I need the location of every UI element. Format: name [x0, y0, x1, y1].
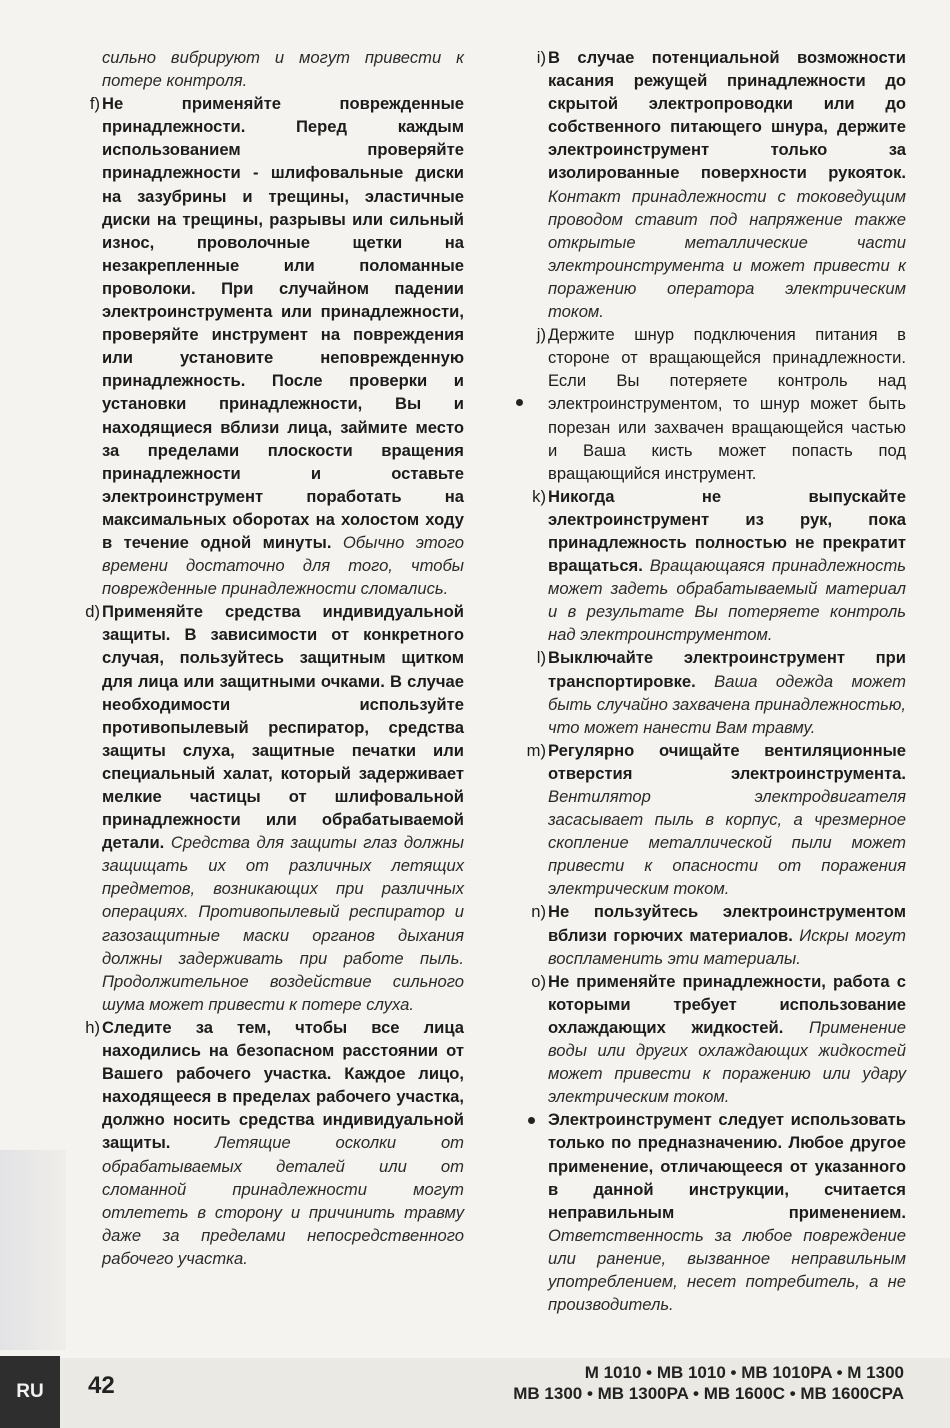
- paragraph-italic: Средства для защиты глаз должны защищать их от различных летящих предметов, возникающих при различных операциях. Противопылевый респиратор и газозащитные маски органов дыхания должны задерживать при работе пыль. Продолжительное воздействие сильного шума может привести к потере слуха.: [102, 833, 464, 1014]
- paragraph-italic: Контакт принадлежности с токоведущим проводом ставит под напряжение также открытые металлические части электроинструмента и может привести к поражению оператора электрическим током.: [548, 186, 906, 322]
- paragraph-italic: Вентилятор электродвигателя засасывает пыль в корпус, а чрезмерное скопление металлической пыли может привести к опасности от поражения электрическим током.: [548, 787, 906, 899]
- paragraph-bold: Регулярно очищайте вентиляционные отверстия электроинструмента.: [548, 740, 906, 783]
- paragraph-marker: i): [536, 48, 546, 67]
- paragraph-marker: h): [85, 1017, 100, 1037]
- model-list-line-2: MB 1300 • MB 1300PA • MB 1600C • MB 1600CPA: [513, 1384, 904, 1403]
- paragraph-marker: o): [531, 971, 546, 991]
- paragraph-marker: d): [85, 602, 100, 622]
- model-list: [513, 1362, 904, 1404]
- left-column: [70, 46, 464, 1270]
- paragraph-italic: Искры могут воспламенить эти материалы.: [548, 925, 906, 968]
- paragraph-bold: Применяйте средства индивидуальной защиты. В зависимости от конкретного случая, пользуйтесь защитным щитком для лица или защитными очками. В случае необходимости используйте противопылевый респиратор, средства защиты слуха, защитные печатки или специальный халат, который задерживает мелкие частицы от шлифовальной принадлежности или обрабатываемой детали.: [102, 602, 464, 853]
- paragraph-continuation: [70, 46, 464, 92]
- paragraph-marker: m): [526, 740, 546, 760]
- paragraph-bold: Не пользуйтесь электроинструментом вблизи горючих материалов.: [548, 902, 906, 945]
- paragraph-bold: Не применяйте поврежденные принадлежности. Перед каждым использованием проверяйте принадлежности - шлифовальные диски на зазубрины и трещины, эластичные диски на трещины, разрывы или сильный износ, проволочные щетки на незакрепленные или поломанные проволоки. При случайном падении электроинструмента или принадлежности, проверяйте инструмент на повреждения или установите неповрежденную принадлежность. После проверки и установки принадлежности, Вы и находящиеся вблизи лица, займите место за пределами плоскости вращения принадлежности и оставьте электроинструмент поработать на максимальных оборотах на холостом ходу в течение одной минуты.: [102, 94, 464, 552]
- paragraph-o: [516, 970, 906, 1109]
- paragraph-italic: сильно вибрируют и могут привести к потере контроля.: [102, 48, 464, 91]
- paragraph-marker: k): [532, 486, 546, 506]
- paragraph-italic: Ваша одежда может быть случайно захвачена принадлежностью, что может нанести Вам травму.: [548, 671, 906, 737]
- page-edge-shadow: [0, 1150, 66, 1350]
- bullet-icon: [528, 1117, 535, 1124]
- paragraph-marker: j): [536, 325, 546, 345]
- paragraph-m: [516, 739, 906, 901]
- paragraph-marker: l): [536, 648, 546, 668]
- paragraph-bold: Не применяйте принадлежности, работа с которыми требует использование охлаждающих жидкостей.: [548, 971, 906, 1037]
- paragraph-bold: Электроинструмент следует использовать только по предназначению. Любое другое применение, отличающееся от указанного в данной инструкции, считается неправильным применением.: [548, 1110, 906, 1222]
- paragraph-h: [70, 1016, 464, 1270]
- paragraph-bullet: [516, 1108, 906, 1316]
- paragraph-marker: f): [89, 94, 100, 114]
- paragraph-k: [516, 485, 906, 647]
- paragraph-italic: Летящие осколки от обрабатываемых деталей или от сломанной принадлежности могут отлететь в сторону и причинить травму даже за пределами непосредственного рабочего участка.: [102, 1133, 464, 1268]
- paragraph-l: [516, 646, 906, 738]
- paragraph-d: [70, 600, 464, 1016]
- paragraph-italic: Ответственность за любое повреждение или ранение, вызванное неправильным употреблением, несет потребитель, а не производитель.: [548, 1225, 906, 1315]
- model-list-line-1: M 1010 • MB 1010 • MB 1010PA • M 1300: [584, 1363, 904, 1382]
- paragraph-n: [516, 900, 906, 969]
- paragraph-italic: Применение воды или других охлаждающих жидкостей может привести к поражению или удару электрическим током.: [548, 1017, 906, 1107]
- paragraph-bold: Следите за тем, чтобы все лица находились на безопасном расстоянии от Вашего рабочего участка. Каждое лицо, находящееся в пределах рабочего участка, должно носить средства индивидуальной защиты.: [102, 1017, 464, 1153]
- paragraph-bold: Никогда не выпускайте электроинструмент из рук, пока принадлежность полностью не прекратит вращаться.: [548, 486, 906, 576]
- stray-bullet-icon: [516, 399, 523, 406]
- language-tab: RU: [0, 1356, 60, 1428]
- paragraph-i: [516, 46, 906, 323]
- paragraph-italic: Вращающаяся принадлежность может задеть обрабатываемый материал и в результате Вы потеряете контроль над электроинструментом.: [548, 556, 906, 645]
- paragraph-marker: n): [531, 902, 546, 922]
- right-column: [516, 46, 906, 1316]
- paragraph-italic: Обычно этого времени достаточно для того, чтобы поврежденные принадлежности сломались.: [102, 532, 464, 599]
- page-number: 42: [88, 1372, 115, 1399]
- paragraph-bold: В случае потенциальной возможности касания режущей принадлежности до скрытой электропроводки или до собственного питающего шнура, держите электроинструмент только за изолированные поверхности рукояток.: [548, 48, 906, 183]
- paragraph-f: [70, 92, 464, 600]
- paragraph-regular: Держите шнур подключения питания в стороне от вращающейся принадлежности. Если Вы потеряете контроль над электроинструментом, то шнур может быть порезан или захвачен вращающейся частью и Ваша кисть может попасть под вращающийся инструмент.: [548, 325, 906, 483]
- paragraph-j: [516, 323, 906, 485]
- paragraph-bold: Выключайте электроинструмент при транспортировке.: [548, 648, 906, 691]
